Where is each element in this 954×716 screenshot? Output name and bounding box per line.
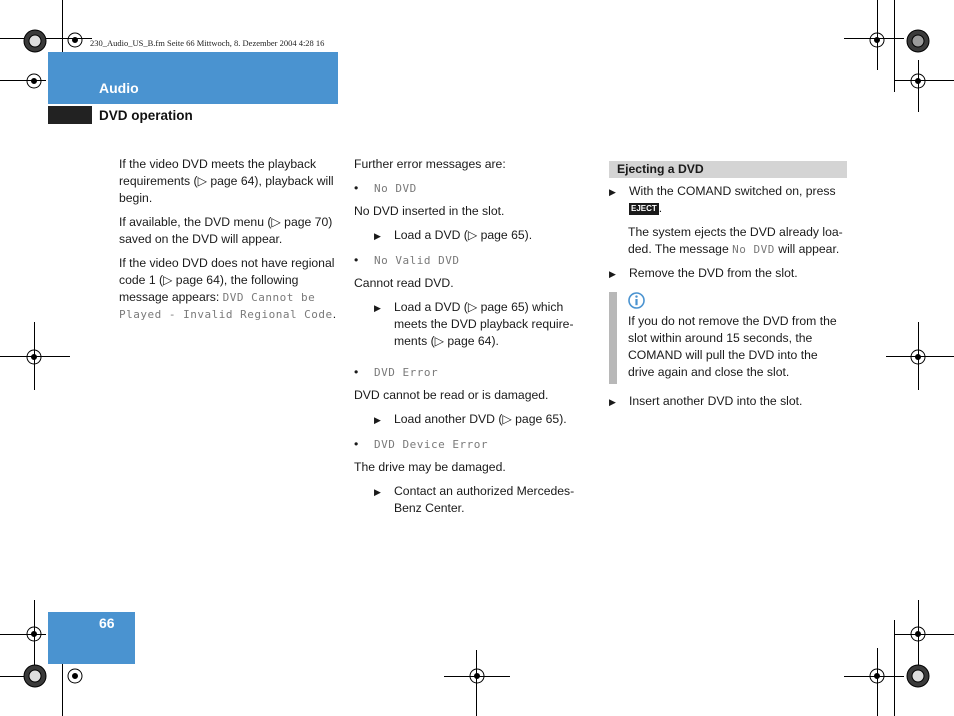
regional-code-message: DVD Cannot be Played - Invalid Regional Code xyxy=(119,291,333,321)
eject-result-message: No DVD xyxy=(732,243,775,256)
error-description: No DVD inserted in the slot. xyxy=(354,204,505,218)
error-description: The drive may be damaged. xyxy=(354,460,506,474)
bullet-icon: • xyxy=(354,253,359,267)
step-remove-dvd xyxy=(609,265,847,282)
column-1 xyxy=(119,156,337,330)
triangle-right-icon: ▶ xyxy=(374,303,381,313)
error-action xyxy=(374,483,586,517)
ejecting-heading: Ejecting a DVD xyxy=(609,161,847,178)
error-item xyxy=(354,436,586,453)
error-item xyxy=(354,364,586,381)
column-2 xyxy=(354,156,586,525)
eject-result-text-b: will appear. xyxy=(774,242,840,256)
column-3 xyxy=(609,161,847,417)
step-press-eject-end: . xyxy=(658,201,663,215)
paragraph-regional-code xyxy=(119,255,337,323)
error-action-text: Load another DVD (▷ page 65). xyxy=(394,412,567,426)
step-remove-dvd-text: Remove the DVD from the slot. xyxy=(629,266,798,280)
chapter-title: Audio xyxy=(99,80,139,96)
error-intro: Further error messages are: xyxy=(354,157,506,171)
eject-key-icon: EJECT xyxy=(631,204,657,213)
note-text: If you do not remove the DVD from the slot within around 15 seconds, the COMAND will pull the DVD into the drive again and close the slot. xyxy=(628,314,837,379)
triangle-right-icon: ▶ xyxy=(374,231,381,241)
paragraph-playback: If the video DVD meets the playback requirements (▷ page 64), playback will begin. xyxy=(119,157,334,205)
bullet-icon: • xyxy=(354,181,359,195)
triangle-right-icon: ▶ xyxy=(374,487,381,497)
error-item xyxy=(354,180,586,197)
error-action-text: Load a DVD (▷ page 65). xyxy=(394,228,533,242)
triangle-right-icon: ▶ xyxy=(609,397,616,407)
section-title: DVD operation xyxy=(99,108,193,123)
paragraph-dvd-menu: If available, the DVD menu (▷ page 70) saved on the DVD will appear. xyxy=(119,215,333,246)
eject-result xyxy=(628,224,847,258)
error-item xyxy=(354,252,586,269)
info-note xyxy=(609,292,847,381)
step-press-eject-text: With the COMAND switched on, press xyxy=(629,184,836,198)
step-insert-dvd xyxy=(609,393,847,410)
error-code: DVD Device Error xyxy=(374,438,488,451)
error-description: Cannot read DVD. xyxy=(354,276,454,290)
error-action-text: Contact an authorized Mercedes-Benz Center. xyxy=(394,484,575,515)
regional-code-end: . xyxy=(332,307,337,321)
error-description: DVD cannot be read or is damaged. xyxy=(354,388,549,402)
file-header: 230_Audio_US_B.fm Seite 66 Mittwoch, 8. Dezember 2004 4:28 16 xyxy=(90,38,325,48)
error-action xyxy=(374,227,586,244)
error-action xyxy=(374,299,586,350)
eject-result-text-a: The system ejects the DVD already loa-ded. The message xyxy=(628,225,843,256)
triangle-right-icon: ▶ xyxy=(374,415,381,425)
error-action-text: Load a DVD (▷ page 65) which meets the DVD playback require-ments (▷ page 64). xyxy=(394,300,574,348)
chapter-bar xyxy=(48,52,338,104)
page-number: 66 xyxy=(99,615,115,631)
section-tab-marker xyxy=(48,106,92,124)
regional-code-text: If the video DVD does not have regional code 1 (▷ page 64), the following message appears: xyxy=(119,256,335,304)
note-bar xyxy=(609,292,617,384)
bullet-icon: • xyxy=(354,365,359,379)
error-code: No DVD xyxy=(374,182,417,195)
error-action xyxy=(374,411,586,428)
info-icon xyxy=(628,292,645,309)
triangle-right-icon: ▶ xyxy=(609,187,616,197)
step-press-eject xyxy=(609,183,847,217)
step-insert-dvd-text: Insert another DVD into the slot. xyxy=(629,394,803,408)
error-code: No Valid DVD xyxy=(374,254,460,267)
page-number-box xyxy=(48,612,135,664)
triangle-right-icon: ▶ xyxy=(609,269,616,279)
bullet-icon: • xyxy=(354,437,359,451)
error-code: DVD Error xyxy=(374,366,439,379)
